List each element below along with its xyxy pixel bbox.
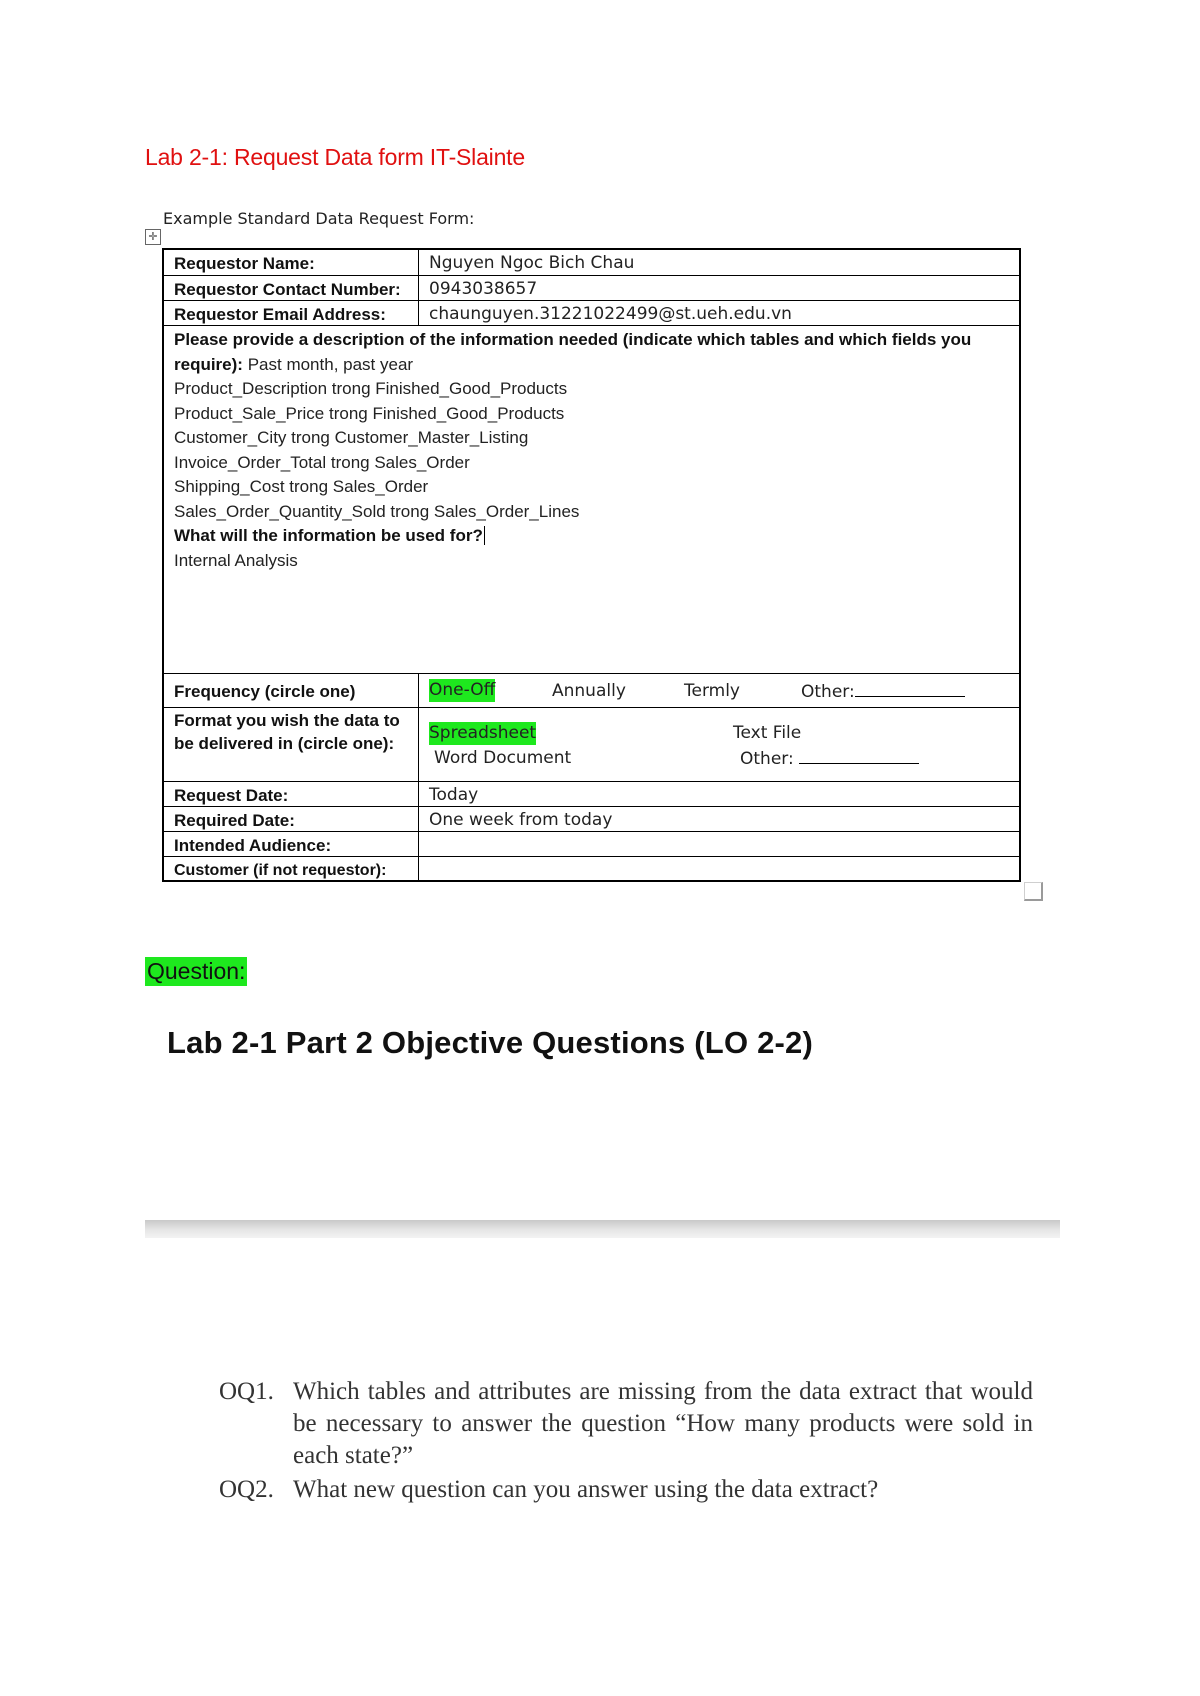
usage-answer: Internal Analysis (174, 550, 298, 570)
lab-title: Lab 2-1: Request Data form IT-Slainte (145, 144, 525, 170)
frequency-options (419, 674, 1019, 707)
question-number: OQ1. (219, 1378, 274, 1405)
customer-label: Customer (if not requestor): (164, 857, 419, 880)
description-row (164, 326, 1019, 674)
required-date-label: Required Date: (164, 807, 419, 831)
objective-questions-title: Lab 2-1 Part 2 Objective Questions (LO 2-2) (167, 1025, 813, 1060)
request-date-row (164, 782, 1019, 807)
data-request-form (162, 248, 1021, 882)
question-label: Question: (147, 958, 246, 984)
contact-number-row (164, 276, 1019, 301)
field-item: Product_Sale_Price trong Finished_Good_Products (174, 403, 565, 423)
format-options (419, 708, 1019, 781)
required-date-value[interactable]: One week from today (429, 810, 613, 830)
email-value[interactable]: chaunguyen.31221022499@st.ueh.edu.vn (429, 304, 792, 324)
usage-prompt: What will the information be used for? (174, 526, 483, 545)
frequency-option-termly[interactable]: Termly (684, 681, 740, 701)
requestor-name-value[interactable]: Nguyen Ngoc Bich Chau (429, 253, 635, 273)
question-item (219, 1376, 1039, 1476)
text-cursor (484, 526, 485, 545)
move-cross-icon[interactable]: ✛ (145, 229, 161, 245)
request-date-label: Request Date: (164, 782, 419, 806)
format-row (164, 708, 1019, 782)
field-item: Customer_City trong Customer_Master_Listing (174, 428, 529, 447)
email-label: Requestor Email Address: (164, 301, 419, 325)
requestor-name-row (164, 250, 1019, 276)
format-option-other[interactable]: Other: (740, 747, 919, 771)
question-text: Which tables and attributes are missing from the data extract that would be necessary to answer the question “How many products were sold in each state?” (293, 1378, 1033, 1469)
audience-row (164, 832, 1019, 857)
contact-number-label: Requestor Contact Number: (164, 276, 419, 300)
field-item: Sales_Order_Quantity_Sold trong Sales_Order_Lines (174, 501, 580, 521)
field-item: Product_Description trong Finished_Good_Products (174, 379, 568, 398)
required-date-row (164, 807, 1019, 832)
contact-number-value[interactable]: 0943038657 (429, 279, 538, 299)
question-item (219, 1474, 1039, 1510)
frequency-label: Frequency (circle one) (164, 674, 419, 707)
description-answer: Past month, past year (247, 354, 414, 374)
format-option-text-file[interactable]: Text File (733, 723, 802, 743)
format-option-word-document[interactable]: Word Document (434, 748, 572, 768)
customer-row (164, 857, 1019, 880)
field-item: Shipping_Cost trong Sales_Order (174, 477, 429, 496)
email-row (164, 301, 1019, 326)
description-prompt: Please provide a description of the information needed (indicate which tables and which fields you require): (174, 330, 972, 374)
question-number: OQ2. (219, 1476, 274, 1503)
section-divider (145, 1220, 1060, 1238)
frequency-option-annually[interactable]: Annually (552, 681, 626, 701)
field-item: Invoice_Order_Total trong Sales_Order (174, 452, 470, 472)
audience-value[interactable] (419, 832, 1019, 856)
audience-label: Intended Audience: (164, 832, 419, 856)
format-label: Format you wish the data to be delivered in (circle one): (164, 708, 419, 781)
form-caption: Example Standard Data Request Form: (163, 209, 475, 228)
customer-value[interactable] (419, 857, 1019, 880)
format-option-spreadsheet[interactable]: Spreadsheet (429, 723, 537, 743)
requestor-name-label: Requestor Name: (164, 250, 419, 275)
table-resize-handle-icon[interactable] (1024, 882, 1043, 901)
frequency-option-other[interactable]: Other: (801, 680, 965, 704)
question-text: What new question can you answer using the data extract? (293, 1476, 879, 1503)
description-block[interactable] (164, 326, 1019, 575)
frequency-row (164, 674, 1019, 708)
request-date-value[interactable]: Today (429, 785, 479, 805)
frequency-option-one-off[interactable]: One-Off (429, 680, 496, 700)
